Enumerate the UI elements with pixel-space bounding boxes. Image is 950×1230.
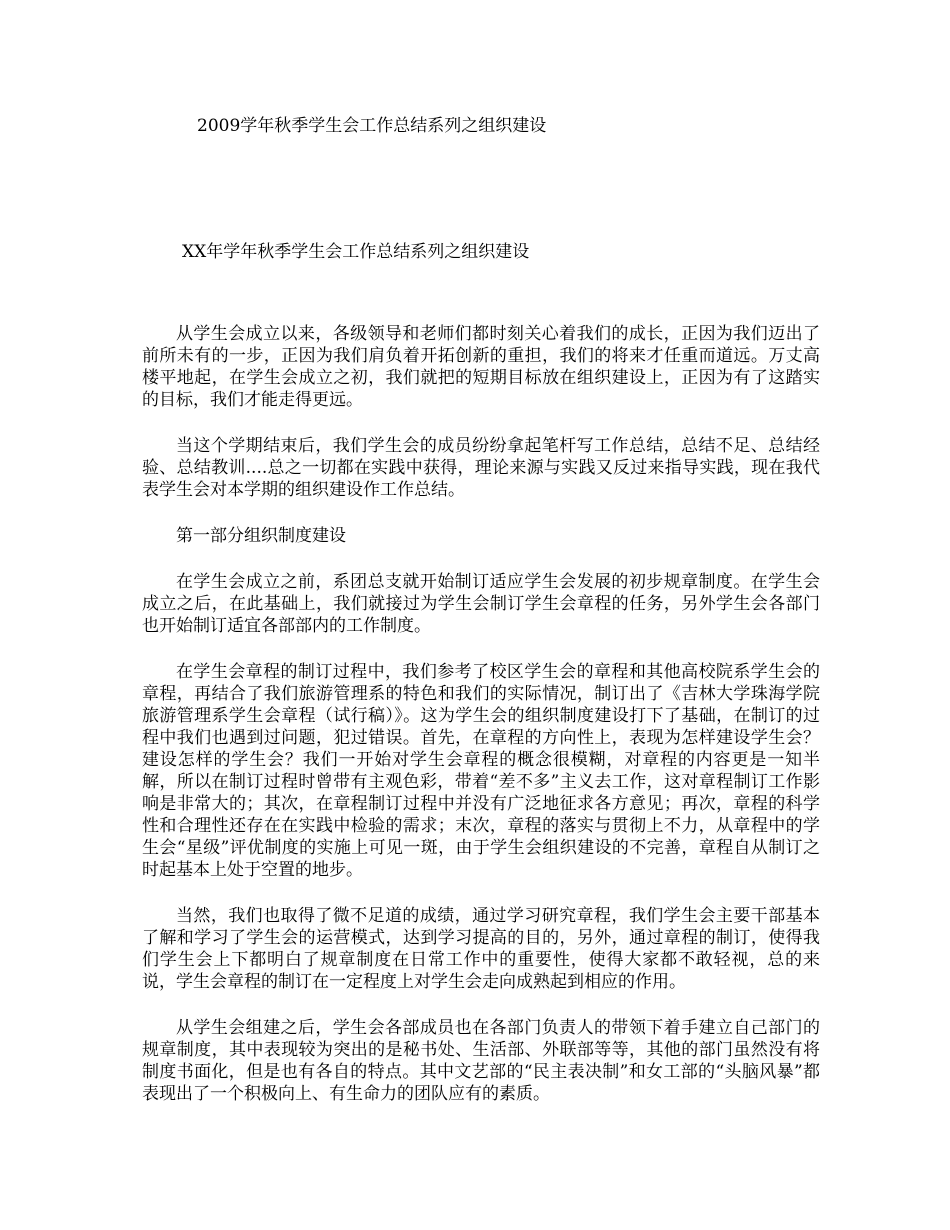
document-subtitle: XX年学年秋季学生会工作总结系列之组织建设	[182, 242, 530, 262]
document-title: 2009学年秋季学生会工作总结系列之组织建设	[197, 116, 547, 136]
document-body	[142, 323, 820, 1129]
paragraph-6: 从学生会组建之后，学生会各部成员也在各部门负责人的带领下着手建立自己部门的规章制度，其中表现较为突出的是秘书处、生活部、外联部等等，其他的部门虽然没有将制度书面化，但是也有各自的特点。其中文艺部的“民主表决制”和女工部的“头脑风暴”都表现出了一个积极向上、有生命力的团队应有的素质。	[142, 1018, 820, 1104]
paragraph-2: 当这个学期结束后，我们学生会的成员纷纷拿起笔杆写工作总结，总结不足、总结经验、总结教训....总之一切都在实践中获得，理论来源与实践又反过来指导实践，现在我代表学生会对本学期的组织建设作工作总结。	[142, 436, 820, 500]
paragraph-3: 在学生会成立之前，系团总支就开始制订适应学生会发展的初步规章制度。在学生会成立之后，在此基础上，我们就接过为学生会制订学生会章程的任务，另外学生会各部门也开始制订适宜各部部内的工作制度。	[142, 572, 820, 636]
paragraph-4: 在学生会章程的制订过程中，我们参考了校区学生会的章程和其他高校院系学生会的章程，再结合了我们旅游管理系的特色和我们的实际情况，制订出了《吉林大学珠海学院旅游管理系学生会章程（试行稿）》。这为学生会的组织制度建设打下了基础，在制订的过程中我们也遇到过问题，犯过错误。首先，在章程的方向性上，表现为怎样建设学生会？建设怎样的学生会？我们一开始对学生会章程的概念很模糊，对章程的内容更是一知半解，所以在制订过程时曾带有主观色彩，带着“差不多”主义去工作，这对章程制订工作影响是非常大的；其次，在章程制订过程中并没有广泛地征求各方意见；再次，章程的科学性和合理性还存在在实践中检验的需求；末次，章程的落实与贯彻上不力，从章程中的学生会“星级”评优制度的实施上可见一斑，由于学生会组织建设的不完善，章程自从制订之时起基本上处于空置的地步。	[142, 662, 820, 880]
paragraph-1: 从学生会成立以来，各级领导和老师们都时刻关心着我们的成长，正因为我们迈出了前所未有的一步，正因为我们肩负着开拓创新的重担，我们的将来才任重而道远。万丈高楼平地起，在学生会成立之初，我们就把的短期目标放在组织建设上，正因为有了这踏实的目标，我们才能走得更远。	[142, 324, 820, 410]
section-heading: 第一部分组织制度建设	[176, 526, 346, 546]
paragraph-5: 当然，我们也取得了微不足道的成绩，通过学习研究章程，我们学生会主要干部基本了解和学习了学生会的运营模式，达到学习提高的目的，另外，通过章程的制订，使得我们学生会上下都明白了规章制度在日常工作中的重要性，使得大家都不敢轻视，总的来说，学生会章程的制订在一定程度上对学生会走向成熟起到相应的作用。	[142, 906, 820, 992]
